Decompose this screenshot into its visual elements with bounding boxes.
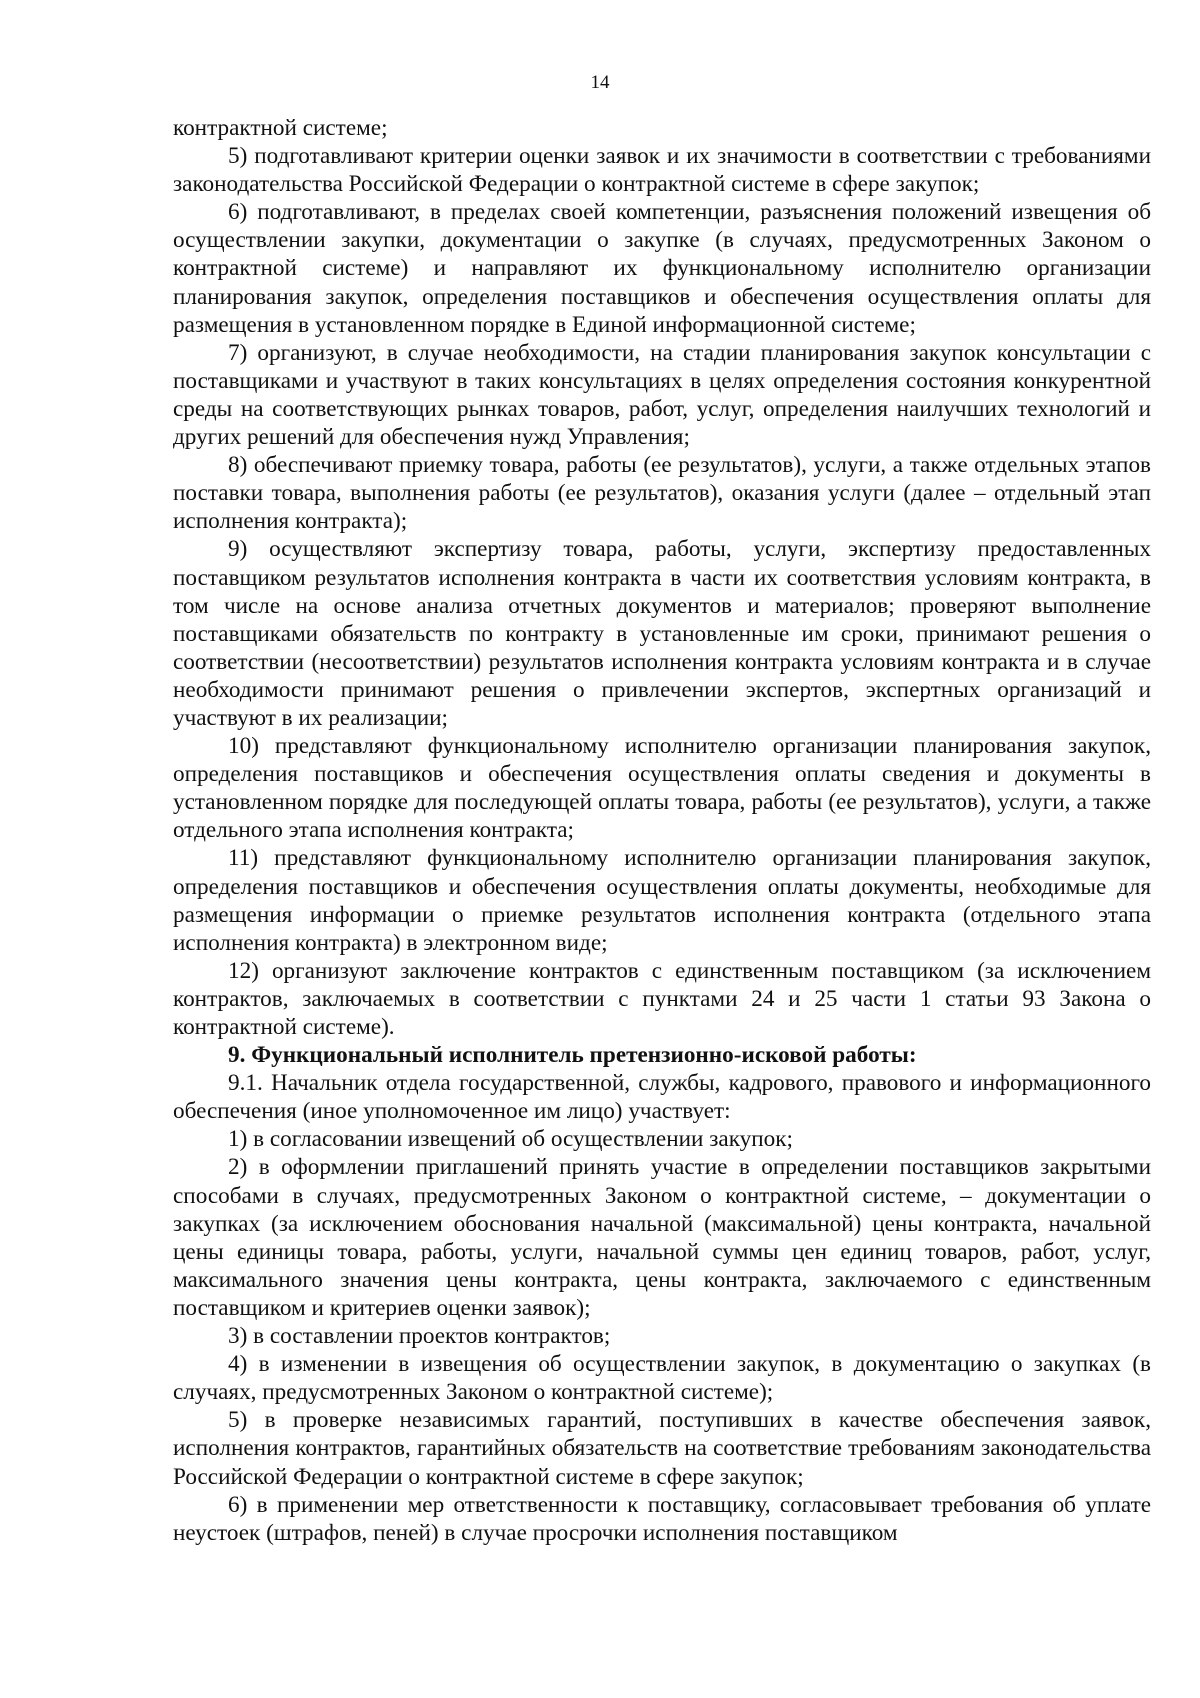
document-body (173, 114, 1151, 1547)
paragraph: 3) в составлении проектов контрактов; (228, 1323, 611, 1350)
paragraph: 9) осуществляют экспертизу товара, работы, услуги, экспертизу предоставленных поставщиком результатов исполнения контракта в части их соответствия условиям контракта, в том числе на основе анализа отчетных документов и материалов; проверяют выполнение поставщиками обязательств по контракту в установленные им сроки, принимают решения о соответствии (несоответствии) результатов исполнения контракта условиям контракта и в случае необходимости принимают решения о привлечении экспертов, экспертных организаций и участвуют в их реализации; (173, 536, 1151, 731)
paragraph: 7) организуют, в случае необходимости, на стадии планирования закупок консультации с поставщиками и участвуют в таких консультациях в целях определения состояния конкурентной среды на соответствующих рынках товаров, работ, услуг, определения наилучших технологий и других решений для обеспечения нужд Управления; (173, 339, 1151, 451)
paragraph: 6) в применении мер ответственности к поставщику, согласовывает требования об уплате неустоек (штрафов, пеней) в случае просрочки исполнения поставщиком (173, 1491, 1151, 1546)
paragraph: 11) представляют функциональному исполнителю организации планирования закупок, определения поставщиков и обеспечения осуществления оплаты документы, необходимые для размещения информации о приемке результатов исполнения контракта (отдельного этапа исполнения контракта) в электронном виде; (173, 845, 1151, 956)
paragraph: 6) подготавливают, в пределах своей компетенции, разъяснения положений извещения об осуществлении закупки, документации о закупке (в случаях, предусмотренных Законом о контрактной системе) и направляют их функциональному исполнителю организации планирования закупок, определения поставщиков и обеспечения осуществления оплаты для размещения в установленном порядке в Единой информационной системе; (173, 199, 1151, 338)
paragraph: 2) в оформлении приглашений принять участие в определении поставщиков закрытыми способами в случаях, предусмотренных Законом о контрактной системе, – документации о закупках (за исключением обоснования начальной (максимальной) цены контракта, начальной цены единицы товара, работы, услуги, начальной суммы цен единиц товаров, работ, услуг, максимального значения цены контракта, цены контракта, заключаемого с единственным поставщиком и критериев оценки заявок); (173, 1154, 1151, 1321)
paragraph: 1) в согласовании извещений об осуществлении закупок; (228, 1126, 793, 1153)
paragraph: 4) в изменении в извещения об осуществлении закупок, в документацию о закупках (в случаях, предусмотренных Законом о контрактной системе); (173, 1351, 1151, 1406)
paragraph: контрактной системе; (173, 115, 388, 141)
paragraph: 5) подготавливают критерии оценки заявок и их значимости в соответствии с требованиями законодательства Российской Федерации о контрактной системе в сфере закупок; (173, 143, 1151, 198)
paragraph: 12) организуют заключение контрактов с единственным поставщиком (за исключением контрактов, заключаемых в соответствии с пунктами 24 и 25 части 1 статьи 93 Закона о контрактной системе). (173, 957, 1151, 1040)
section-heading: 9. Функциональный исполнитель претензионно-исковой работы: (228, 1042, 917, 1069)
paragraph: 10) представляют функциональному исполнителю организации планирования закупок, определения поставщиков и обеспечения осуществления оплаты сведения и документы в установленном порядке для последующей оплаты товара, работы (ее результатов), услуги, а также отдельного этапа исполнения контракта; (173, 733, 1151, 844)
paragraph: 8) обеспечивают приемку товара, работы (ее результатов), услуги, а также отдельных этапов поставки товара, выполнения работы (ее результатов), оказания услуги (далее – отдельный этап исполнения контракта); (173, 452, 1151, 535)
page-number: 14 (590, 72, 610, 93)
paragraph: 9.1. Начальник отдела государственной, службы, кадрового, правового и информационного обеспечения (иное уполномоченное им лицо) участвует: (173, 1070, 1151, 1125)
paragraph: 5) в проверке независимых гарантий, поступивших в качестве обеспечения заявок, исполнения контрактов, гарантийных обязательств на соответствие требованиям законодательства Российской Федерации о контрактной системе в сфере закупок; (173, 1407, 1151, 1490)
